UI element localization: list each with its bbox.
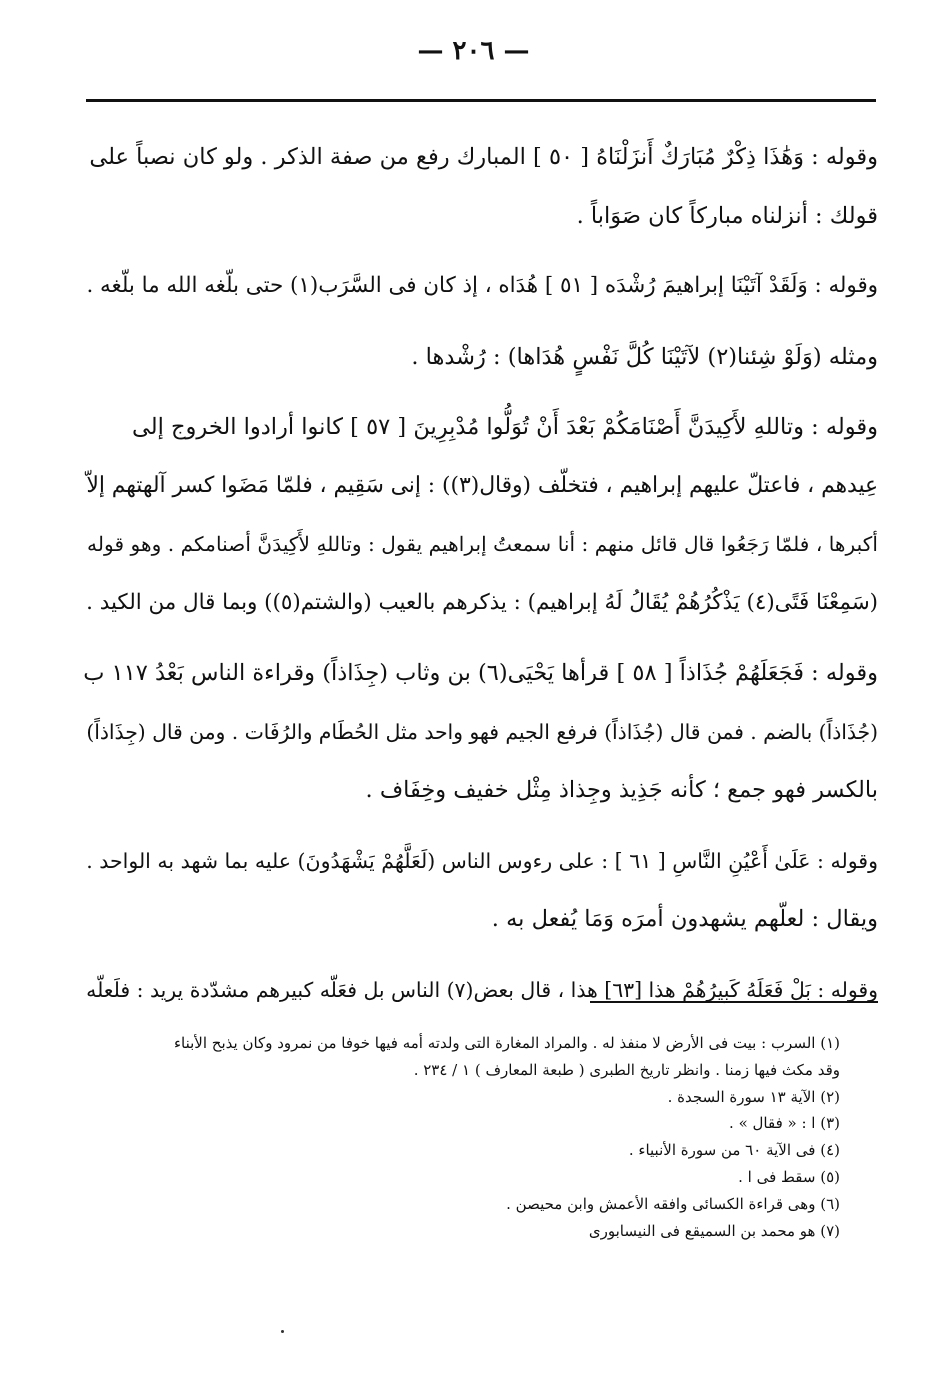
footnote-1-continued: وقد مكث فيها زمنا . وانظر تاريخ الطبرى ( طبعة المعارف ) ١ / ٢٣٤ . <box>413 1060 840 1079</box>
footnote-4: (٤) فى الآية ٦٠ من سورة الأنبياء . <box>628 1141 840 1160</box>
footnote-3: (٣) ا : « فقال » . <box>729 1114 840 1133</box>
footnote-5: (٥) سقط فى ا . <box>738 1167 840 1186</box>
text-line: ومثله (وَلَوْ شِئنا(٢) لآتَيْنَا كُلَّ نَفْسٍ هُدَاها) : رُشْدها . <box>411 343 878 370</box>
footnote-6: (٦) وهى قراءة الكسائى وافقه الأعمش وابن محيصن . <box>506 1194 840 1213</box>
header-rule <box>86 99 876 102</box>
text-line: وقوله : عَلَىٰ أَعْيُنِ النَّاسِ [ ٦١ ] : على رءوس الناس (لَعَلَّهُمْ يَشْهَدُونَ) عليه بما شهد به الواحد . <box>86 848 878 873</box>
page-number: — ٢٠٦ — <box>417 36 530 66</box>
print-speck <box>281 1330 284 1333</box>
main-text <box>78 128 878 1019</box>
footnote-2: (٢) الآية ١٣ سورة السجدة . <box>667 1087 840 1106</box>
paragraph-gap <box>78 949 878 961</box>
text-line: بالكسر فهو جمع ؛ كأنه جَذِيذ وجِذاذ مِثْل خفيف وخِفَاف . <box>365 777 878 803</box>
footnotes <box>92 1030 840 1244</box>
footnote-7: (٧) هو محمد بن السميقع فى النيسابورى <box>588 1221 840 1240</box>
paragraph-gap <box>78 245 878 257</box>
footnote-rule <box>590 1001 878 1003</box>
paragraph-gap <box>78 386 878 398</box>
text-line: (سَمِعْنَا فَتًى(٤) يَذْكُرُهُمْ يُقَالُ لَهُ إبراهيم) : يذكرهم بالعيب (والشتم(٥)) وبما قال من الكيد . <box>86 589 878 615</box>
text-line: وقوله : وَلَقَدْ آتَيْنَا إبراهيمَ رُشْدَه [ ٥١ ] هُدَاه ، إذ كان فى السَّرَب(١) حتى بلّغه الله ما بلّغه . <box>86 273 878 298</box>
footnote-1: (١) السرب : بيت فى الأرض لا منفذ له . والمراد المغارة التى ولدته أمه فيها خوفا من نمرود وكان يذبح الأبناء <box>173 1034 840 1052</box>
text-line: وقوله : فَجَعَلَهُمْ جُذَاذاً [ ٥٨ ] قرأها يَحْيَى(٦) بن وثاب (جِذَاذاً) وقراءة الناس بَعْدُ ١١٧ ب <box>83 660 878 686</box>
text-line: أكبرها ، فلمّا رَجَعُوا قال قائل منهم : أنا سمعتُ إبراهيم يقول : وتاللهِ لأَكِيدَنَّ أصنامكم . وهو قوله <box>87 532 878 556</box>
text-line: عِيدهم ، فاعتلّ عليهم إبراهيم ، فتخلّف (وقال(٣)) : إنى سَقِيم ، فلمّا مَضَوا كسر آلهتهم إلاّ <box>86 472 878 498</box>
paragraph-gap <box>78 820 878 832</box>
text-line: ويقال : لعلّهم يشهدون أمرَه وَمَا يُفعل به . <box>491 906 878 932</box>
paragraph-gap <box>78 316 878 328</box>
text-line: قولك : أنزلناه مباركاً كان صَوَاباً . <box>576 202 878 229</box>
text-line: وقوله : وَهَٰذَا ذِكْرٌ مُبَارَكٌ أَنزَلْنَاهُ [ ٥٠ ] المبارك رفع من صفة الذكر . ولو كان نصباً على <box>89 144 878 170</box>
paragraph-gap <box>78 632 878 644</box>
text-line: وقوله : وتاللهِ لأَكِيدَنَّ أَصْنَامَكُمْ بَعْدَ أَنْ تُوَلُّوا مُدْبِرِينَ [ ٥٧ ] كانوا أرادوا الخروج إلى <box>132 414 878 440</box>
text-line: وقوله : بَلْ فَعَلَهُ كَبِيرُهُمْ هذا [٦٣] هذا ، قال بعض(٧) الناس بل فعَلّه كبيرهم مشدّدة يريد : فلَعلّه <box>86 977 878 1002</box>
text-line: (جُذَاذاً) بالضم . فمن قال (جُذَاذاً) فرفع الجيم فهو واحد مثل الحُطَام والرُفَات . ومن قال (جِذَاذاً) <box>86 719 878 744</box>
